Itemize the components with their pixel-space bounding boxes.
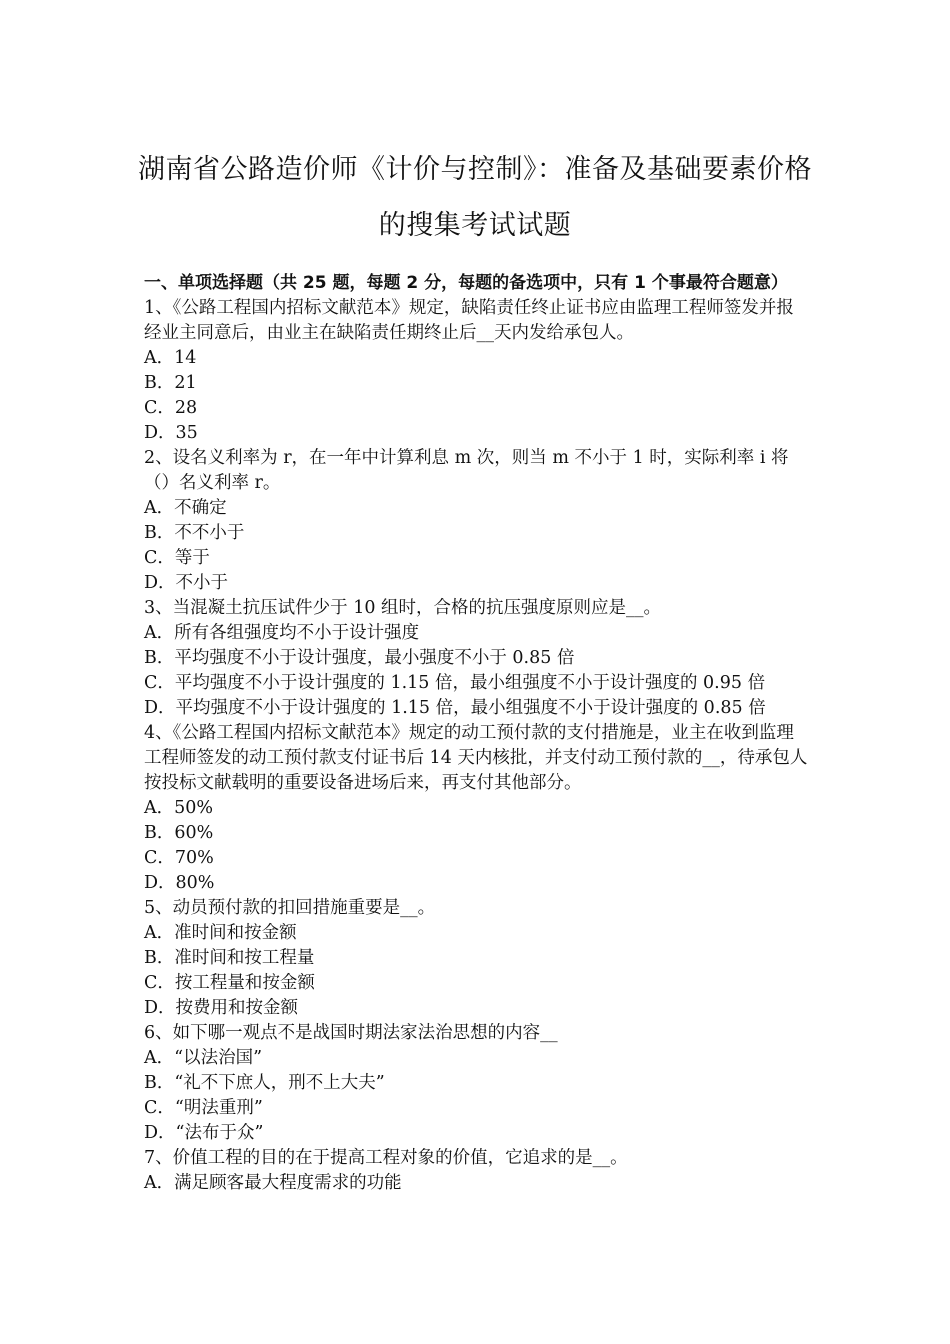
question-2 [144, 446, 808, 596]
option-c: C．平均强度不小于设计强度的 1.15 倍，最小组强度不小于设计强度的 0.95 倍 [144, 673, 766, 693]
option-a: A．满足顾客最大程度需求的功能 [144, 1173, 402, 1193]
option-d: D．80% [144, 873, 215, 893]
option-a: A．50% [144, 798, 214, 818]
question-stem: 4、《公路工程国内招标文献范本》规定的动工预付款的支付措施是，业主在收到监理工程师签发的动工预付款支付证书后 14 天内核批，并支付动工预付款的__，待承包人按投标文献载明的重要设备进场后来，再支付其他部分。 [144, 723, 808, 793]
question-stem: 6、如下哪一观点不是战国时期法家法治思想的内容__ [144, 1023, 558, 1043]
question-7 [144, 1146, 808, 1196]
option-b: B．21 [144, 373, 197, 393]
option-b: B．60% [144, 823, 214, 843]
option-d: D．“法布于众” [144, 1123, 264, 1143]
question-stem: 7、价值工程的目的在于提高工程对象的价值，它追求的是__。 [144, 1148, 628, 1168]
option-b: B．不不小于 [144, 523, 245, 543]
option-c: C．28 [144, 398, 198, 418]
option-c: C．按工程量和按金额 [144, 973, 315, 993]
question-stem: 1、《公路工程国内招标文献范本》规定，缺陷责任终止证书应由监理工程师签发并报经业主同意后，由业主在缺陷责任期终止后__天内发给承包人。 [144, 298, 794, 343]
option-b: B．“礼不下庶人，刑不上大夫” [144, 1073, 385, 1093]
question-stem: 3、当混凝土抗压试件少于 10 组时，合格的抗压强度原则应是__。 [144, 598, 662, 618]
title-line-1: 湖南省公路造价师《计价与控制》：准备及基础要素价格 [138, 154, 812, 185]
option-d: D．不小于 [144, 573, 229, 593]
option-c: C．等于 [144, 548, 210, 568]
option-c: C．70% [144, 848, 214, 868]
document-body [144, 271, 808, 1196]
question-6 [144, 1021, 808, 1146]
question-1 [144, 296, 808, 446]
option-b: B．平均强度不小于设计强度，最小强度不小于 0.85 倍 [144, 648, 575, 668]
option-a: A．“以法治国” [144, 1048, 263, 1068]
question-4 [144, 721, 808, 896]
option-a: A．所有各组强度均不小于设计强度 [144, 623, 420, 643]
title-line-2: 的搜集考试试题 [378, 210, 572, 241]
option-d: D．平均强度不小于设计强度的 1.15 倍，最小组强度不小于设计强度的 0.85 倍 [144, 698, 766, 718]
option-b: B．准时间和按工程量 [144, 948, 315, 968]
option-c: C．“明法重刑” [144, 1098, 263, 1118]
question-3 [144, 596, 808, 721]
option-a: A．准时间和按金额 [144, 923, 297, 943]
option-d: D．35 [144, 423, 198, 443]
question-stem: 5、动员预付款的扣回措施重要是__。 [144, 898, 436, 918]
option-d: D．按费用和按金额 [144, 998, 299, 1018]
question-stem: 2、设名义利率为 r，在一年中计算利息 m 次，则当 m 不小于 1 时，实际利率 i 将（）名义利率 r。 [144, 448, 789, 493]
option-a: A．14 [144, 348, 197, 368]
question-5 [144, 896, 808, 1021]
document-title [100, 142, 850, 254]
section-heading: 一、单项选择题（共 25 题，每题 2 分，每题的备选项中，只有 1 个事最符合题意） [144, 273, 788, 293]
option-a: A．不确定 [144, 498, 227, 518]
